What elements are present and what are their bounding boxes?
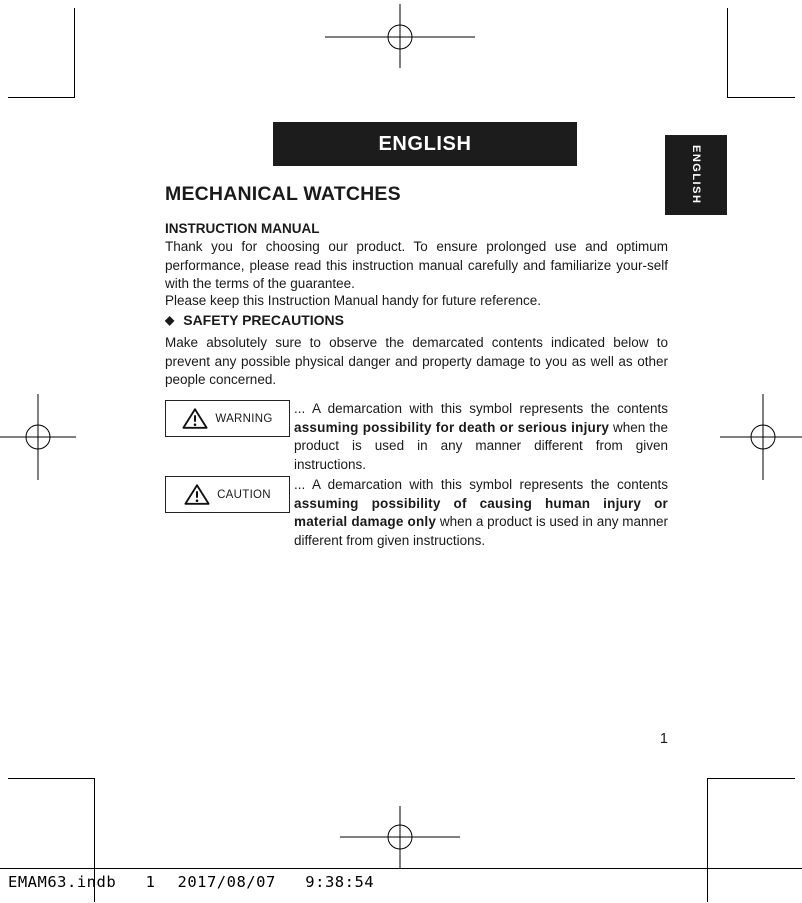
warning-triangle-icon — [182, 407, 208, 430]
instruction-manual-heading: INSTRUCTION MANUAL — [165, 221, 320, 236]
warning-row — [165, 400, 668, 474]
caution-box — [165, 476, 290, 513]
page-title: MECHANICAL WATCHES — [165, 183, 401, 205]
page-number: 1 — [659, 731, 668, 747]
footer-text — [8, 873, 374, 891]
diamond-bullet-icon: ◆ — [165, 313, 175, 327]
footer-datetime: 2017/08/07 9:38:54 — [177, 873, 375, 891]
footer-rule — [0, 868, 802, 869]
warning-label: WARNING — [215, 412, 273, 425]
crop-mark-top-left — [8, 8, 75, 98]
warning-text-bold: assuming possibility for death or serious injury — [294, 419, 610, 435]
warning-text — [290, 400, 668, 474]
registration-mark-bottom — [340, 806, 460, 868]
caution-row — [165, 476, 668, 550]
crop-mark-top-right — [727, 8, 795, 98]
footer-filename: EMAM63.indb 1 — [8, 873, 156, 891]
caution-triangle-icon — [184, 483, 210, 506]
warning-box — [165, 400, 290, 437]
crop-mark-bottom-right — [707, 778, 795, 902]
registration-mark-left — [0, 394, 76, 480]
language-side-tab-label: ENGLISH — [690, 145, 702, 205]
registration-mark-right — [720, 394, 802, 480]
caution-text-tail: when a product is used in any manner different from given instructions. — [294, 514, 668, 548]
language-banner — [273, 122, 577, 166]
safety-precautions-heading — [165, 312, 344, 328]
safety-paragraph: Make absolutely sure to observe the demarcated contents indicated below to prevent any possible physical danger and property damage to you as well as other people concerned. — [165, 335, 668, 388]
caution-text-bold: assuming possibility of causing human injury or material damage only — [294, 495, 668, 530]
safety-heading-label: SAFETY PRECAUTIONS — [183, 312, 344, 328]
caution-text-lead: ... A demarcation with this symbol represents the contents — [294, 477, 668, 492]
intro-paragraph: Thank you for choosing our product. To ensure prolonged use and optimum performance, please read this instruction manual carefully and familiarize your-self with the terms of the guarantee. — [165, 239, 668, 292]
caution-label: CAUTION — [217, 488, 271, 501]
language-side-tab — [665, 135, 727, 215]
warning-text-tail: when the product is used in any manner different from given instructions. — [294, 419, 668, 472]
keep-paragraph: Please keep this Instruction Manual handy for future reference. — [165, 293, 541, 308]
language-banner-label: ENGLISH — [378, 132, 472, 155]
warning-text-lead: ... A demarcation with this symbol represents the contents — [294, 401, 668, 416]
registration-mark-top — [325, 4, 475, 68]
caution-text — [290, 476, 668, 550]
